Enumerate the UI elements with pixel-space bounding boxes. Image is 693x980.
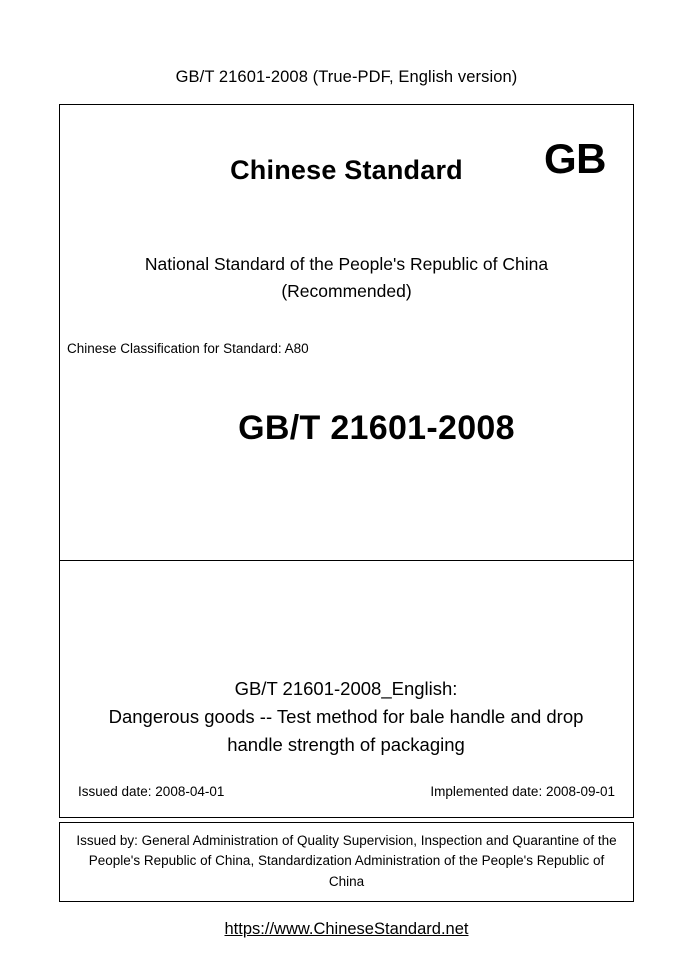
page-top-title: GB/T 21601-2008 (True-PDF, English version) (175, 68, 518, 86)
document-title (76, 675, 616, 759)
gb-logo: GB (544, 135, 606, 182)
document-title-line-2: Dangerous goods -- Test method for bale handle and drop (108, 706, 584, 728)
issuer-box: Issued by: General Administration of Quality Supervision, Inspection and Quarantine of the People's Republic of China, Standardization Administration of the People's Republic of China (59, 822, 634, 902)
cover-upper-section (60, 105, 633, 561)
issued-date: Issued date: 2008-04-01 (78, 784, 225, 799)
national-standard-line-2: (Recommended) (281, 281, 412, 302)
national-standard-text (60, 251, 633, 305)
national-standard-line-1: National Standard of the People's Republic of China (144, 254, 549, 274)
cover-frame (59, 104, 634, 818)
classification-text: Chinese Classification for Standard: A80 (67, 341, 309, 356)
document-title-line-3: handle strength of packaging (227, 734, 465, 756)
cover-heading: Chinese Standard (230, 155, 463, 185)
dates-row (60, 784, 633, 799)
standard-number: GB/T 21601-2008 (238, 409, 515, 447)
document-title-line-1: GB/T 21601-2008_English: (234, 678, 458, 699)
site-url-link[interactable]: https://www.ChineseStandard.net (224, 920, 469, 938)
cover-lower-section (60, 561, 633, 817)
implemented-date: Implemented date: 2008-09-01 (430, 784, 615, 799)
